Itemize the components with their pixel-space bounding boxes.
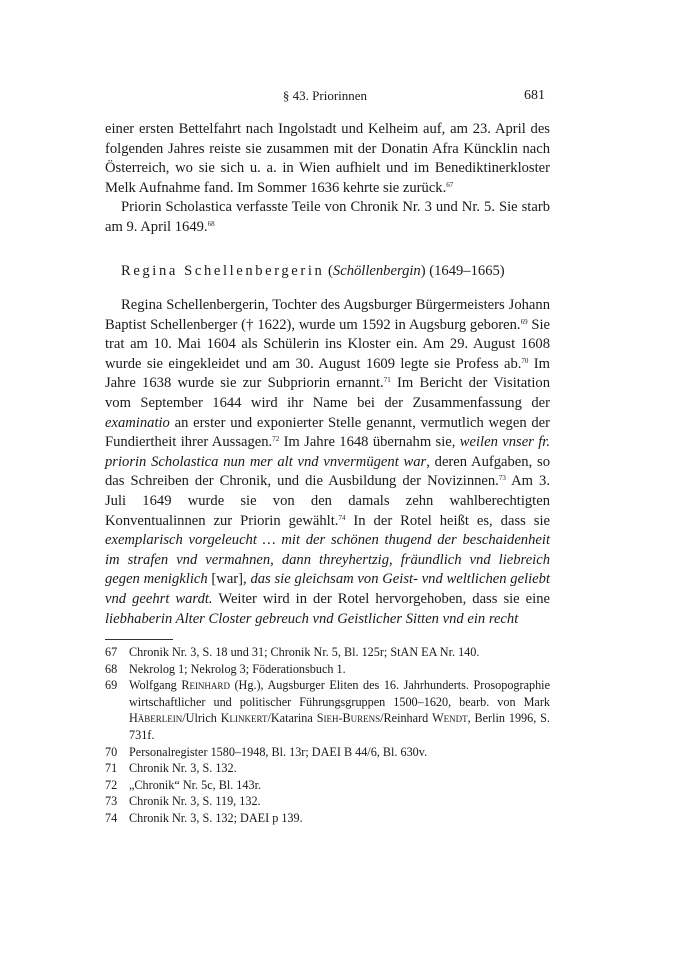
- body-text-main: [105, 296, 550, 629]
- footnote-ref[interactable]: 70: [521, 356, 529, 365]
- paragraph-2: Priorin Scholastica verfasste Teile von Chronik Nr. 3 und Nr. 5. Sie starb am 9. April 1649.68: [105, 199, 550, 235]
- footnote-67: 67 Chronik Nr. 3, S. 18 und 31; Chronik Nr. 5, Bl. 125r; StAN EA Nr. 140.: [105, 645, 480, 659]
- body-text-top: [105, 120, 550, 238]
- footnote-68: 68 Nekrolog 1; Nekrolog 3; Föderationsbuch 1.: [105, 661, 346, 676]
- footnote-ref[interactable]: 73: [498, 474, 506, 483]
- heading-alt-name: Schöllenbergin: [332, 263, 421, 279]
- footnote-71: 71 Chronik Nr. 3, S. 132.: [105, 761, 237, 776]
- footnote-ref[interactable]: 71: [383, 376, 391, 385]
- footnote-ref[interactable]: 69: [520, 317, 528, 326]
- paragraph-3: Regina Schellenbergerin, Tochter des Augsburger Bürgermeisters Johann Baptist Schellenberger († 1622), wurde um 1592 in Augsburg geboren.$^{69}$ Sie trat am 10. Mai 1604 als Schülerin ins Kloster ein. Am 29. August 1608 wurde sie eingekleidet und am 30. August 1609 legte sie Profess ab.$^{70}$ Im Jahre 1638 wurde sie zur Subpriorin ernannt.$^{71}$ Im Bericht der Visitation vom September 1644 wird ihr Name bei der Zusammenfassung der examinatio an erster und exponierter Stelle genannt, vermutlich wegen der Fundiertheit ihrer Aussagen.$^{72}$ Im Jahre 1648 übernahm sie, weilen vnser fr. priorin Scholastica nun mer alt vnd vnvermügent war, deren Aufgaben, so das Schreiben der Chronik, und die Ausbildung der Novizinnen.$^{73}$ Am 3. Juli 1649 wurde sie von den damals zehn wahlberechtigten Konventualinnen zur Priorin gewählt.$^{74}$ In der Rotel heißt es, dass sie exemplarisch vorgeleucht … mit der schönen thugend der beschaidenheit im strafen vnd vermahnen, dann threyhertzig, fräundlich vnd liebreich gegen menigklich [war], das sie gleichsam von Geist- vnd weltlichen geliebt vnd geehrt wardt. Weiter wird in der Rotel hervorgehoben, dass sie eine liebhaberin Alter Closter gebreuch vnd Geistlicher Sitten vnd ein recht: [105, 297, 551, 627]
- footnote-ref[interactable]: 74: [338, 513, 346, 522]
- footnote-divider: [105, 639, 173, 640]
- section-heading: Regina Schellenbergerin (Schöllenbergin) (1649–1665): [121, 263, 505, 279]
- footnote-ref[interactable]: 67: [446, 180, 454, 189]
- page-number: 681: [524, 88, 545, 103]
- footnote-70: 70 Personalregister 1580–1948, Bl. 13r; DAEI B 44/6, Bl. 630v.: [105, 744, 428, 759]
- footnote-73: 73 Chronik Nr. 3, S. 119, 132.: [105, 794, 261, 809]
- heading-name: Regina Schellenbergerin: [121, 263, 325, 279]
- footnote-69: 69 Wolfgang Reinhard (Hg.), Augsburger Eliten des 16. Jahrhunderts. Prosopographie wirtschaftlicher und politischer Führungsgruppen 1500–1620, bearb. von Mark Häberlein/Ulrich Klinkert/Katarina Sieh-Burens/Reinhard Wendt, Berlin 1996, S. 731f.: [105, 678, 550, 742]
- heading-years: (1649–1665): [429, 263, 505, 279]
- footnote-74: 74 Chronik Nr. 3, S. 132; DAEI p 139.: [105, 810, 303, 825]
- paragraph-1: einer ersten Bettelfahrt nach Ingolstadt und Kelheim auf, am 23. April des folgenden Jahres reiste sie zusammen mit der Donatin Afra Küncklin nach Österreich, wo sie sich u. a. in Wien aufhielt und im Benediktinerkloster Melk Aufnahme fand. Im Sommer 1636 kehrte sie zurück.$^{67}$: [105, 121, 550, 196]
- running-title: § 43. Priorinnen: [282, 88, 368, 103]
- footnote-72: 72 „Chronik“ Nr. 5c, Bl. 143r.: [105, 777, 262, 792]
- footnotes: [105, 644, 550, 827]
- footnote-ref[interactable]: 72: [272, 435, 280, 444]
- running-header: [105, 88, 545, 106]
- footnote-ref[interactable]: 68: [207, 219, 215, 228]
